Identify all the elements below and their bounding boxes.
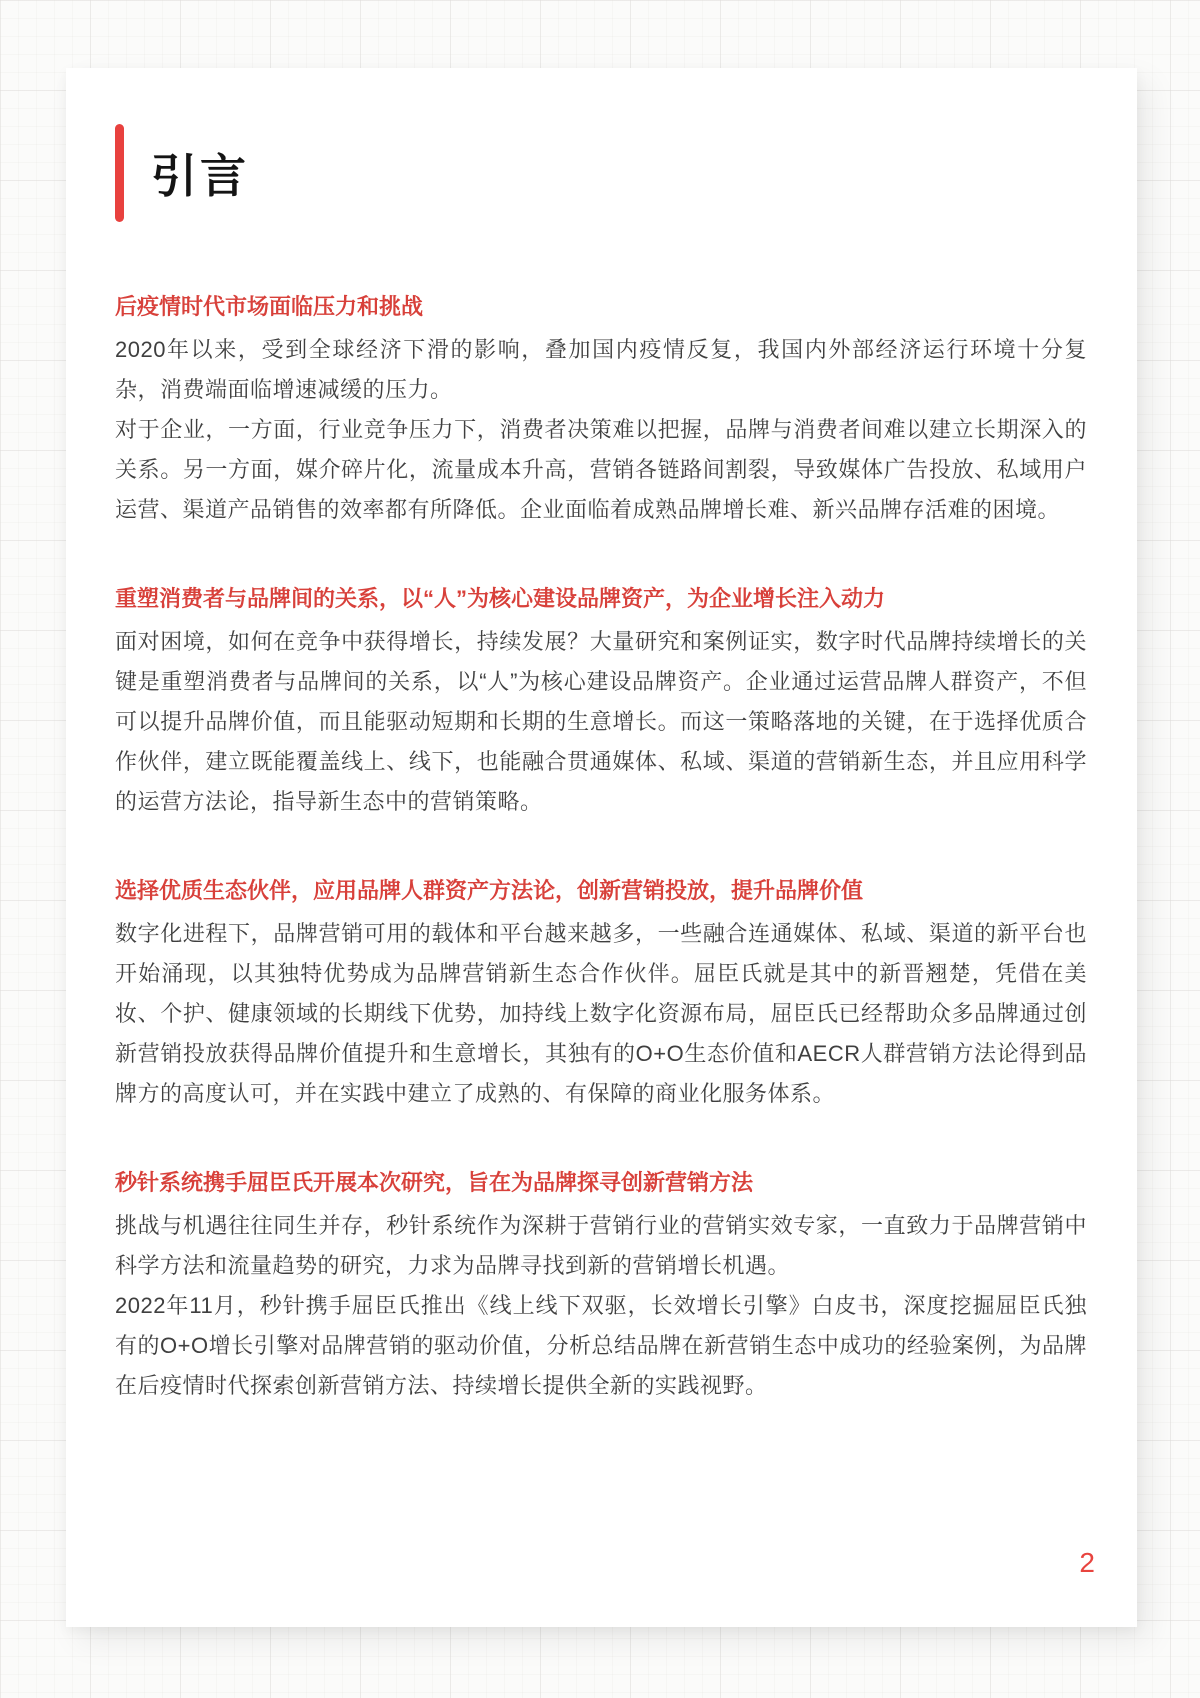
title-accent-bar [115, 124, 124, 222]
document-section [115, 584, 1087, 822]
document-section [115, 1168, 1087, 1406]
section-paragraph: 数字化进程下，品牌营销可用的载体和平台越来越多，一些融合连通媒体、私域、渠道的新平台也开始涌现，以其独特优势成为品牌营销新生态合作伙伴。屈臣氏就是其中的新晋翘楚，凭借在美妆、个护、健康领域的长期线下优势，加持线上数字化资源布局，屈臣氏已经帮助众多品牌通过创新营销投放获得品牌价值提升和生意增长，其独有的O+O生态价值和AECR人群营销方法论得到品牌方的高度认可，并在实践中建立了成熟的、有保障的商业化服务体系。 [115, 921, 1087, 1106]
document-section [115, 292, 1087, 530]
section-heading: 后疫情时代市场面临压力和挑战 [115, 294, 424, 319]
document-page-card [66, 68, 1137, 1627]
section-heading: 选择优质生态伙伴，应用品牌人群资产方法论，创新营销投放，提升品牌价值 [115, 878, 864, 903]
section-heading: 重塑消费者与品牌间的关系，以“人”为核心建设品牌资产，为企业增长注入动力 [115, 586, 886, 611]
document-section [115, 876, 1087, 1114]
section-paragraph: 2022年11月，秒针携手屈臣氏推出《线上线下双驱，长效增长引擎》白皮书，深度挖掘屈臣氏独有的O+O增长引擎对品牌营销的驱动价值，分析总结品牌在新营销生态中成功的经验案例，为品牌在后疫情时代探索创新营销方法、持续增长提供全新的实践视野。 [115, 1293, 1087, 1398]
section-paragraph: 2020年以来，受到全球经济下滑的影响，叠加国内疫情反复，我国内外部经济运行环境十分复杂，消费端面临增速减缓的压力。 [115, 337, 1087, 402]
section-paragraph: 面对困境，如何在竞争中获得增长，持续发展？大量研究和案例证实，数字时代品牌持续增长的关键是重塑消费者与品牌间的关系，以“人”为核心建设品牌资产。企业通过运营品牌人群资产，不但可以提升品牌价值，而且能驱动短期和长期的生意增长。而这一策略落地的关键，在于选择优质合作伙伴，建立既能覆盖线上、线下，也能融合贯通媒体、私域、渠道的营销新生态，并且应用科学的运营方法论，指导新生态中的营销策略。 [115, 629, 1087, 814]
page-title: 引言 [151, 150, 249, 202]
sections-container [115, 292, 1087, 1406]
page-number: 2 [1079, 1547, 1095, 1578]
section-paragraph: 挑战与机遇往往同生并存，秒针系统作为深耕于营销行业的营销实效专家，一直致力于品牌营销中科学方法和流量趋势的研究，力求为品牌寻找到新的营销增长机遇。 [115, 1213, 1087, 1278]
section-paragraph: 对于企业，一方面，行业竞争压力下，消费者决策难以把握，品牌与消费者间难以建立长期深入的关系。另一方面，媒介碎片化，流量成本升高，营销各链路间割裂，导致媒体广告投放、私域用户运营、渠道产品销售的效率都有所降低。企业面临着成熟品牌增长难、新兴品牌存活难的困境。 [115, 417, 1087, 522]
page-title-block [115, 124, 1087, 222]
section-heading: 秒针系统携手屈臣氏开展本次研究，旨在为品牌探寻创新营销方法 [115, 1170, 754, 1195]
